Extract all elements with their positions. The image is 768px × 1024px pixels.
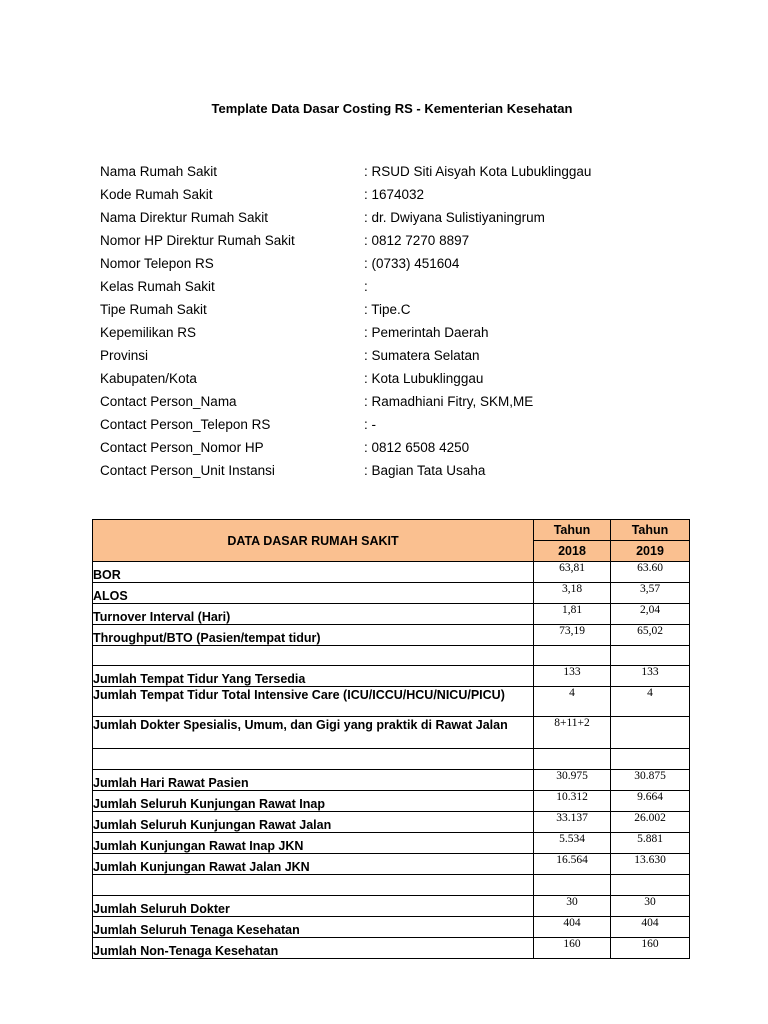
table-row xyxy=(93,812,690,833)
info-label: Contact Person_Nomor HP xyxy=(100,440,264,455)
document-title: Template Data Dasar Costing RS - Kementerian Kesehatan xyxy=(211,101,573,116)
table-row-empty xyxy=(93,875,690,896)
info-row xyxy=(100,229,591,252)
value-2018: 30.975 xyxy=(534,770,611,791)
value-2019 xyxy=(611,875,690,896)
info-label: Kode Rumah Sakit xyxy=(100,187,213,202)
row-label: ALOS xyxy=(93,583,534,604)
value-2018: 133 xyxy=(534,666,611,687)
row-label xyxy=(93,646,534,666)
info-label: Kabupaten/Kota xyxy=(100,371,197,386)
value-2019: 63.60 xyxy=(611,562,690,583)
value-2019 xyxy=(611,717,690,749)
value-2018: 4 xyxy=(534,687,611,717)
info-row xyxy=(100,321,591,344)
row-label: Jumlah Seluruh Kunjungan Rawat Jalan xyxy=(93,812,534,833)
info-row xyxy=(100,459,591,482)
info-row xyxy=(100,206,591,229)
value-2019: 133 xyxy=(611,666,690,687)
table-header-row xyxy=(93,520,690,541)
row-label: Throughput/BTO (Pasien/tempat tidur) xyxy=(93,625,534,646)
info-value: : Bagian Tata Usaha xyxy=(364,463,486,478)
value-2019: 30.875 xyxy=(611,770,690,791)
info-value: : RSUD Siti Aisyah Kota Lubuklinggau xyxy=(364,164,592,179)
info-value: : xyxy=(364,279,368,294)
info-row xyxy=(100,183,591,206)
info-label: Kelas Rumah Sakit xyxy=(100,279,215,294)
value-2018 xyxy=(534,749,611,770)
info-label: Nama Rumah Sakit xyxy=(100,164,218,179)
info-value: : Sumatera Selatan xyxy=(364,348,480,363)
table-row xyxy=(93,583,690,604)
table-row xyxy=(93,717,690,749)
info-value: : 1674032 xyxy=(364,187,425,202)
value-2019: 26.002 xyxy=(611,812,690,833)
info-value: : dr. Dwiyana Sulistiyaningrum xyxy=(364,210,545,225)
table-header-title: DATA DASAR RUMAH SAKIT xyxy=(93,520,534,562)
info-row xyxy=(100,413,591,436)
value-2018: 30 xyxy=(534,896,611,917)
info-value: : 0812 7270 8897 xyxy=(364,233,470,248)
table-row xyxy=(93,770,690,791)
row-label xyxy=(93,749,534,770)
table-row xyxy=(93,604,690,625)
value-2018: 33.137 xyxy=(534,812,611,833)
value-2019: 2,04 xyxy=(611,604,690,625)
table-row xyxy=(93,562,690,583)
hospital-info-list xyxy=(100,160,591,482)
row-label: Jumlah Seluruh Kunjungan Rawat Inap xyxy=(93,791,534,812)
value-2019: 160 xyxy=(611,938,690,959)
info-label: Provinsi xyxy=(100,348,149,363)
info-label: Tipe Rumah Sakit xyxy=(100,302,207,317)
info-label: Contact Person_Nama xyxy=(100,394,237,409)
value-2018: 404 xyxy=(534,917,611,938)
info-label: Kepemilikan RS xyxy=(100,325,197,340)
year-2018-header: 2018 xyxy=(534,541,611,562)
value-2019 xyxy=(611,646,690,666)
row-label: Turnover Interval (Hari) xyxy=(93,604,534,625)
table-row xyxy=(93,854,690,875)
row-label: Jumlah Seluruh Dokter xyxy=(93,896,534,917)
info-row xyxy=(100,275,591,298)
value-2019: 13.630 xyxy=(611,854,690,875)
table-row xyxy=(93,896,690,917)
value-2019: 65,02 xyxy=(611,625,690,646)
info-row xyxy=(100,160,591,183)
value-2019: 9.664 xyxy=(611,791,690,812)
value-2018: 5.534 xyxy=(534,833,611,854)
year-2019-header: 2019 xyxy=(611,541,690,562)
value-2019: 30 xyxy=(611,896,690,917)
info-value: : Kota Lubuklinggau xyxy=(364,371,484,386)
info-value: : (0733) 451604 xyxy=(364,256,460,271)
info-value: : Ramadhiani Fitry, SKM,ME xyxy=(364,394,534,409)
table-row-empty xyxy=(93,749,690,770)
value-2019 xyxy=(611,749,690,770)
table-row xyxy=(93,625,690,646)
table-row xyxy=(93,791,690,812)
info-row xyxy=(100,436,591,459)
row-label xyxy=(93,875,534,896)
row-label: Jumlah Kunjungan Rawat Jalan JKN xyxy=(93,854,534,875)
row-label: BOR xyxy=(93,562,534,583)
value-2018: 10.312 xyxy=(534,791,611,812)
info-label: Nama Direktur Rumah Sakit xyxy=(100,210,269,225)
value-2018: 63,81 xyxy=(534,562,611,583)
table-row xyxy=(93,687,690,717)
row-label: Jumlah Tempat Tidur Yang Tersedia xyxy=(93,666,534,687)
value-2019: 404 xyxy=(611,917,690,938)
hospital-data-table xyxy=(92,519,690,959)
info-label: Contact Person_Unit Instansi xyxy=(100,463,275,478)
value-2019: 3,57 xyxy=(611,583,690,604)
value-2018: 3,18 xyxy=(534,583,611,604)
info-row xyxy=(100,390,591,413)
row-label: Jumlah Seluruh Tenaga Kesehatan xyxy=(93,917,534,938)
value-2018: 160 xyxy=(534,938,611,959)
table-row xyxy=(93,833,690,854)
table-row-empty xyxy=(93,646,690,666)
value-2018: 1,81 xyxy=(534,604,611,625)
value-2018: 16.564 xyxy=(534,854,611,875)
info-row xyxy=(100,367,591,390)
info-row xyxy=(100,252,591,275)
table-row xyxy=(93,938,690,959)
value-2019: 5.881 xyxy=(611,833,690,854)
value-2018: 73,19 xyxy=(534,625,611,646)
info-value: : 0812 6508 4250 xyxy=(364,440,470,455)
info-label: Nomor HP Direktur Rumah Sakit xyxy=(100,233,295,248)
table-row xyxy=(93,917,690,938)
value-2018 xyxy=(534,875,611,896)
info-value: : Pemerintah Daerah xyxy=(364,325,489,340)
row-label: Jumlah Non-Tenaga Kesehatan xyxy=(93,938,534,959)
info-row xyxy=(100,344,591,367)
row-label: Jumlah Dokter Spesialis, Umum, dan Gigi yang praktik di Rawat Jalan xyxy=(93,717,534,749)
value-2018 xyxy=(534,646,611,666)
info-value: : Tipe.C xyxy=(364,302,411,317)
table-row xyxy=(93,666,690,687)
row-label: Jumlah Hari Rawat Pasien xyxy=(93,770,534,791)
year-header-label: Tahun xyxy=(611,520,690,541)
info-label: Contact Person_Telepon RS xyxy=(100,417,271,432)
year-header-label: Tahun xyxy=(534,520,611,541)
info-value: : - xyxy=(364,417,376,432)
row-label: Jumlah Kunjungan Rawat Inap JKN xyxy=(93,833,534,854)
info-row xyxy=(100,298,591,321)
value-2018: 8+11+2 xyxy=(534,717,611,749)
info-label: Nomor Telepon RS xyxy=(100,256,214,271)
row-label: Jumlah Tempat Tidur Total Intensive Care (ICU/ICCU/HCU/NICU/PICU) xyxy=(93,687,534,717)
value-2019: 4 xyxy=(611,687,690,717)
